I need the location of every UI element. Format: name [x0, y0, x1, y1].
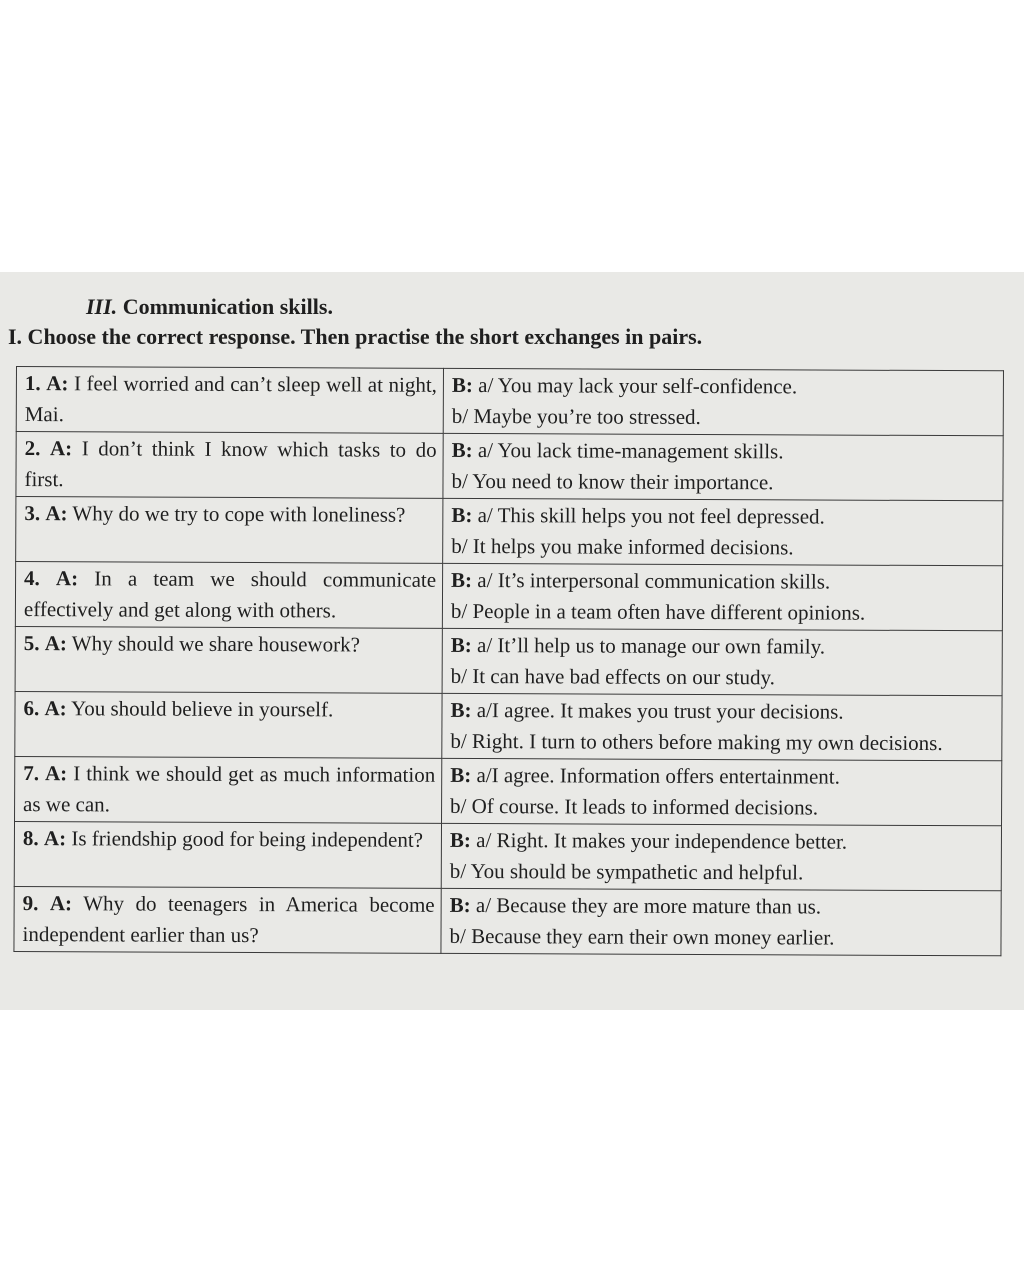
- speaker-a-label: A:: [45, 501, 68, 526]
- speaker-a-text: You should believe in yourself.: [71, 696, 334, 722]
- exchange-number: 5.: [23, 631, 40, 656]
- table-row: [15, 562, 1002, 631]
- section-title: Communication skills.: [122, 294, 333, 319]
- speaker-a-text: Why should we share housework?: [71, 631, 360, 657]
- speaker-a-text: Why do we try to cope with loneliness?: [72, 501, 406, 527]
- option-a: a/ Right. It makes your independence better.: [476, 828, 848, 854]
- table-row: [15, 691, 1002, 760]
- option-a: a/ You lack time-management skills.: [477, 438, 784, 464]
- table-row: [15, 756, 1002, 825]
- option-b: b/ You need to know their importance.: [451, 468, 774, 495]
- speaker-b-cell: [442, 693, 1002, 760]
- speaker-a-text: In a team we should communicate effectively and get along with others.: [23, 566, 437, 623]
- speaker-a-label: A:: [44, 631, 68, 656]
- option-b: b/ Of course. It leads to informed decisions.: [450, 793, 819, 820]
- exchange-number: 6.: [23, 696, 40, 721]
- speaker-b-cell: [442, 563, 1002, 630]
- option-a: a/I agree. Information offers entertainment.: [476, 763, 840, 789]
- section-number: III.: [86, 294, 118, 319]
- speaker-a-cell: [15, 756, 442, 823]
- speaker-a-label: A:: [46, 371, 69, 396]
- speaker-a-text: Is friendship good for being independent?: [71, 826, 424, 852]
- speaker-b-cell: [443, 368, 1003, 435]
- speaker-a-label: A:: [49, 891, 73, 916]
- speaker-b-cell: [441, 888, 1001, 955]
- exchange-number: 7.: [23, 761, 40, 786]
- speaker-a-text: I feel worried and can’t sleep well at night, Mai.: [24, 371, 438, 427]
- speaker-b-label: B:: [450, 762, 472, 787]
- speaker-b-cell: [443, 498, 1003, 565]
- option-a: a/I agree. It makes you trust your decisions.: [476, 698, 844, 724]
- table-row: [14, 886, 1001, 955]
- option-a: a/ Because they are more mature than us.: [475, 893, 822, 919]
- option-b: b/ People in a team often have different opinions.: [450, 598, 866, 625]
- speaker-a-cell: [16, 367, 443, 434]
- speaker-b-cell: [441, 823, 1001, 890]
- exchange-number: 2.: [24, 436, 41, 461]
- speaker-b-cell: [443, 433, 1003, 500]
- exchange-number: 3.: [24, 501, 41, 526]
- worksheet-page: [0, 272, 1024, 1010]
- speaker-a-label: A:: [43, 826, 67, 851]
- speaker-a-cell: [15, 562, 442, 629]
- exchange-number: 9.: [22, 891, 39, 916]
- speaker-b-label: B:: [450, 632, 472, 657]
- speaker-a-text: Why do teenagers in America become independent earlier than us?: [22, 891, 435, 948]
- exchange-number: 1.: [24, 371, 41, 396]
- option-b: b/ Maybe you’re too stressed.: [451, 403, 701, 429]
- speaker-b-cell: [442, 758, 1002, 825]
- exchange-number: 8.: [22, 826, 39, 851]
- table-row: [14, 821, 1001, 890]
- speaker-a-text: I think we should get as much information as we can.: [23, 761, 436, 817]
- table-row: [16, 497, 1003, 566]
- speaker-a-label: A:: [44, 696, 67, 721]
- speaker-a-label: A:: [55, 566, 79, 591]
- speaker-b-cell: [442, 628, 1002, 695]
- speaker-a-cell: [14, 821, 441, 888]
- speaker-a-cell: [16, 497, 443, 564]
- option-a: a/ You may lack your self-confidence.: [478, 373, 798, 399]
- option-b: b/ Right. I turn to others before making my own decisions.: [450, 728, 943, 756]
- table-row: [16, 367, 1003, 436]
- exercise-instruction: I. Choose the correct response. Then practise the short exchanges in pairs.: [8, 324, 703, 349]
- option-b: b/ It helps you make informed decisions.: [451, 533, 794, 560]
- speaker-b-label: B:: [451, 502, 473, 527]
- table-row: [15, 626, 1002, 695]
- speaker-a-cell: [15, 691, 442, 758]
- speaker-b-label: B:: [451, 372, 473, 397]
- speaker-a-text: I don’t think I know which tasks to do first.: [24, 436, 437, 492]
- table-row: [16, 432, 1003, 501]
- exchange-number: 4.: [24, 566, 40, 591]
- speaker-b-label: B:: [450, 697, 472, 722]
- speaker-a-label: A:: [44, 761, 68, 786]
- option-a: a/ It’ll help us to manage our own family.: [476, 633, 826, 659]
- speaker-a-cell: [14, 886, 441, 953]
- option-b: b/ It can have bad effects on our study.: [450, 663, 775, 690]
- speaker-a-label: A:: [49, 436, 73, 461]
- option-a: a/ It’s interpersonal communication skills.: [477, 568, 831, 594]
- exchanges-table: [13, 366, 1004, 956]
- speaker-b-label: B:: [449, 827, 471, 852]
- speaker-b-label: B:: [451, 567, 473, 592]
- speaker-b-label: B:: [449, 892, 471, 917]
- option-b: b/ You should be sympathetic and helpful.: [449, 858, 804, 885]
- option-b: b/ Because they earn their own money earlier.: [449, 923, 835, 950]
- option-a: a/ This skill helps you not feel depressed.: [477, 503, 825, 529]
- speaker-b-label: B:: [451, 437, 473, 462]
- speaker-a-cell: [15, 626, 442, 693]
- speaker-a-cell: [16, 432, 443, 499]
- section-heading: [86, 294, 333, 320]
